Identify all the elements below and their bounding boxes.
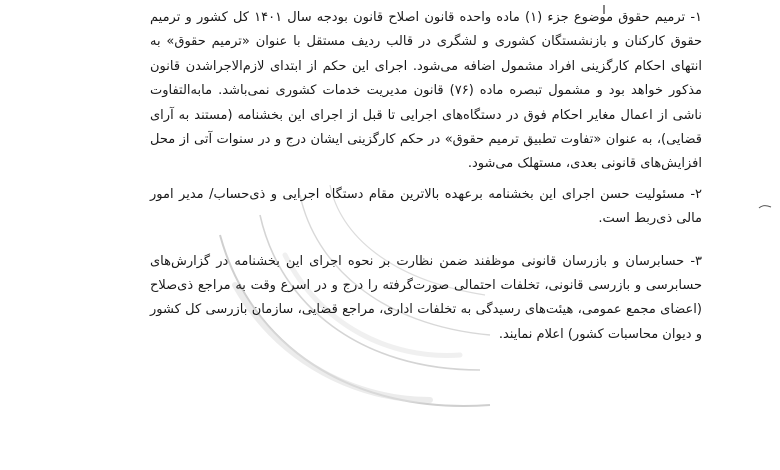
paragraph-1: ۱- ترمیم حقوق موضوع جزء (۱) ماده واحده قانون اصلاح قانون بودجه سال ۱۴۰۱ کل کشور و ترمیم حقوق کارکنان و بازنشستگان کشوری و لشگری در قالب ردیف مستقل با عنوان «ترمیم حقوق» به انتهای احکام کارگزینی افراد مشمول اضافه می‌شود. اجرای این حکم از ابتدای لازم‌الاجراشدن قانون مذکور خواهد بود و مشمول تبصره ماده (۷۶) قانون مدیریت خدمات کشوری نمی‌باشد. مابه‌التفاوت ناشی از اعمال مغایر احکام فوق در دستگاه‌های اجرایی تا قبل از اجرای این بخشنامه (مستند به آرای قضایی)، به عنوان «تفاوت تطبیق ترمیم حقوق» در حکم کارگزینی ایشان درج و در سنوات آتی از محل افزایش‌های قانونی بعدی، مستهلک می‌شود. [150, 10, 703, 172]
document-body [150, 6, 702, 347]
paragraph-2: ۲- مسئولیت حسن اجرای این بخشنامه برعهده بالاترین مقام دستگاه اجرایی و ذی‌حساب/ مدیر امور مالی ذی‌ربط است. [150, 186, 702, 227]
paragraph-3: ۳- حسابرسان و بازرسان قانونی موظفند ضمن نظارت بر نحوه اجرای این بخشنامه در گزارش‌های حسابرسی و بازرسی قانونی، تخلفات احتمالی صورت‌گرفته را درج و در اسرع وقت به مراجع ذی‌صلاح (اعضای مجمع عمومی، هیئت‌های رسیدگی به تخلفات اداری، مراجع قضایی، سازمان بازرسی کل کشور و دیوان محاسبات کشور) اعلام نمایند. [150, 253, 702, 342]
margin-scribble [758, 196, 772, 204]
